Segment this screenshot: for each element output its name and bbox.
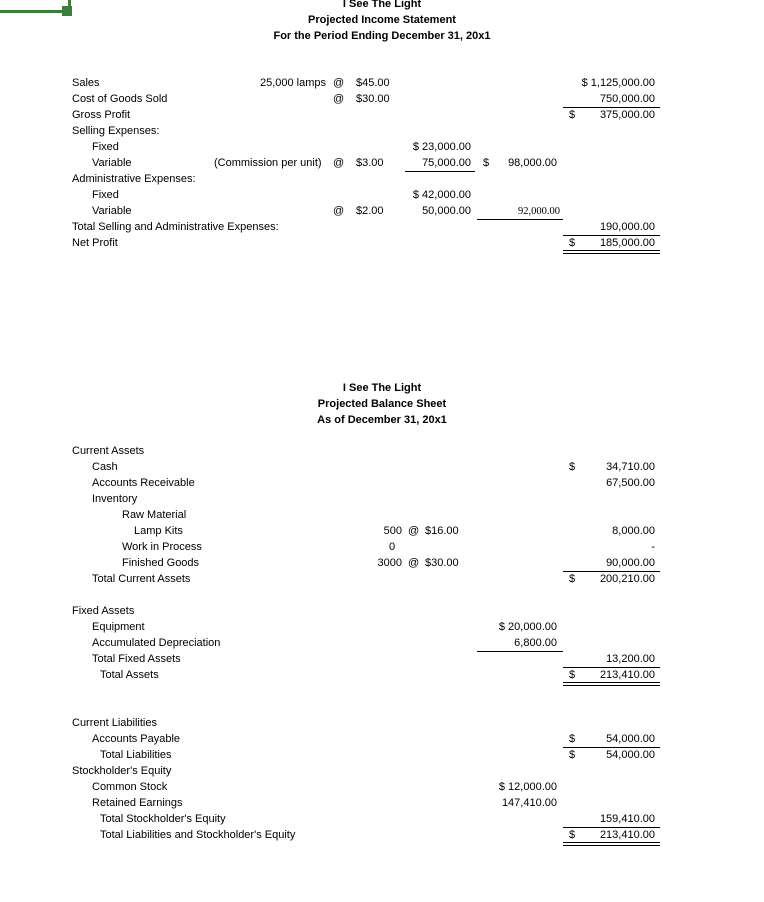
commission-label: (Commission per unit) [214, 157, 322, 169]
sales-label: Sales [72, 77, 100, 89]
fixed-assets-label: Fixed Assets [72, 605, 135, 617]
total-liabilities-dollar: $ [569, 749, 576, 761]
income-company: I See The Light [342, 0, 422, 10]
total-assets: 213,410.00 [599, 669, 655, 681]
selling-variable-label: Variable [92, 157, 132, 169]
wip-label: Work in Process [122, 541, 202, 553]
total-stockholders-equity: 159,410.00 [599, 813, 655, 825]
total-assets-label: Total Assets [100, 669, 159, 681]
total-liabilities-equity: 213,410.00 [599, 829, 655, 841]
selling-label: Selling Expenses: [72, 125, 160, 137]
total-current-assets-dollar: $ [569, 573, 576, 585]
inventory-label: Inventory [92, 493, 138, 505]
cogs-total: 750,000.00 [599, 93, 655, 105]
lamp-kits-at: @ [408, 525, 420, 537]
total-sga-label: Total Selling and Administrative Expenses: [72, 221, 279, 233]
finished-goods-value: 90,000.00 [606, 557, 655, 569]
commission-at: @ [333, 157, 345, 169]
wip-qty: 0 [389, 541, 396, 553]
wip-value: - [651, 541, 655, 553]
lamp-kits-price: $16.00 [425, 525, 459, 537]
total-fixed-assets: 13,200.00 [606, 653, 655, 665]
admin-rate: $2.00 [356, 205, 384, 217]
cogs-price: $30.00 [356, 93, 390, 105]
retained-earnings-label: Retained Earnings [92, 797, 183, 809]
finished-goods-qty: 3000 [377, 557, 402, 569]
finished-goods-label: Finished Goods [122, 557, 200, 569]
cogs-underline [563, 107, 660, 108]
income-period: For the Period Ending December 31, 20x1 [273, 30, 491, 42]
net-profit-dollar: $ [569, 237, 576, 249]
finished-goods-price: $30.00 [425, 557, 459, 569]
retained-earnings-value: 147,410.00 [501, 797, 557, 809]
ar-label: Accounts Receivable [92, 477, 195, 489]
cash-label: Cash [92, 461, 118, 473]
net-profit-double-underline-1 [563, 250, 660, 251]
admin-variable: 50,000.00 [422, 205, 471, 217]
admin-total: 92,000.00 [518, 206, 560, 217]
sales-at: @ [333, 77, 345, 89]
net-profit: 185,000.00 [599, 237, 655, 249]
sales-qty: 25,000 lamps [259, 77, 326, 89]
current-assets-label: Current Assets [72, 445, 145, 457]
total-assets-double-underline-1 [563, 682, 660, 683]
total-current-assets: 200,210.00 [599, 573, 655, 585]
total-stockholders-equity-label: Total Stockholder's Equity [100, 813, 226, 825]
net-profit-double-underline-2 [563, 253, 660, 254]
lamp-kits-label: Lamp Kits [134, 525, 183, 537]
common-stock-value: $ 12,000.00 [498, 781, 557, 793]
accumulated-depreciation-underline [477, 651, 563, 652]
total-fixed-assets-underline [563, 667, 660, 668]
total-stockholders-equity-underline [563, 827, 660, 828]
income-title: Projected Income Statement [308, 14, 456, 26]
total-liabilities-equity-label: Total Liabilities and Stockholder's Equity [100, 829, 296, 841]
gross-label: Gross Profit [72, 109, 131, 121]
admin-fixed-label: Fixed [92, 189, 119, 201]
finished-goods-underline [563, 571, 660, 572]
accounts-payable-label: Accounts Payable [92, 733, 181, 745]
selling-total: 98,000.00 [508, 157, 557, 169]
ar-value: 67,500.00 [606, 477, 655, 489]
admin-variable-label: Variable [92, 205, 132, 217]
accounts-payable-dollar: $ [569, 733, 576, 745]
admin-label: Administrative Expenses: [72, 173, 196, 185]
total-liabilities-label: Total Liabilities [100, 749, 172, 761]
selling-variable: 75,000.00 [422, 157, 471, 169]
gross-total: 375,000.00 [599, 109, 655, 121]
admin-fixed: $ 42,000.00 [412, 189, 471, 201]
total-liabilities-equity-double-underline-1 [563, 842, 660, 843]
total-assets-dollar: $ [569, 669, 576, 681]
accounts-payable-underline [563, 747, 660, 748]
commission-rate: $3.00 [356, 157, 384, 169]
cash-dollar: $ [569, 461, 576, 473]
balance-asof: As of December 31, 20x1 [317, 414, 447, 426]
current-liabilities-label: Current Liabilities [72, 717, 157, 729]
sales-price: $45.00 [356, 77, 390, 89]
common-stock-label: Common Stock [92, 781, 168, 793]
finished-goods-at: @ [408, 557, 420, 569]
cash-value: 34,710.00 [606, 461, 655, 473]
equipment-label: Equipment [92, 621, 145, 633]
total-liabilities-equity-double-underline-2 [563, 845, 660, 846]
selling-fixed: $ 23,000.00 [412, 141, 471, 153]
total-liabilities-equity-dollar: $ [569, 829, 576, 841]
raw-material-label: Raw Material [122, 509, 187, 521]
stockholders-equity-label: Stockholder's Equity [72, 765, 172, 777]
admin-total-underline [477, 219, 563, 220]
balance-title: Projected Balance Sheet [317, 398, 447, 410]
total-liabilities: 54,000.00 [606, 749, 655, 761]
admin-at: @ [333, 205, 345, 217]
lamp-kits-value: 8,000.00 [612, 525, 655, 537]
cogs-label: Cost of Goods Sold [72, 93, 168, 105]
total-current-assets-label: Total Current Assets [92, 573, 191, 585]
selling-fixed-label: Fixed [92, 141, 119, 153]
equipment-value: $ 20,000.00 [498, 621, 557, 633]
total-sga: 190,000.00 [599, 221, 655, 233]
total-fixed-assets-label: Total Fixed Assets [92, 653, 181, 665]
balance-company: I See The Light [342, 382, 422, 394]
accumulated-depreciation-value: 6,800.00 [514, 637, 557, 649]
gross-dollar: $ [569, 109, 576, 121]
total-sga-underline [563, 235, 660, 236]
net-profit-label: Net Profit [72, 237, 118, 249]
lamp-kits-qty: 500 [383, 525, 402, 537]
selling-variable-underline [405, 171, 475, 172]
sales-total: $ 1,125,000.00 [581, 77, 655, 89]
accumulated-depreciation-label: Accumulated Depreciation [92, 637, 221, 649]
selling-total-dollar: $ [483, 157, 490, 169]
cogs-at: @ [333, 93, 345, 105]
total-assets-double-underline-2 [563, 685, 660, 686]
accounts-payable: 54,000.00 [606, 733, 655, 745]
